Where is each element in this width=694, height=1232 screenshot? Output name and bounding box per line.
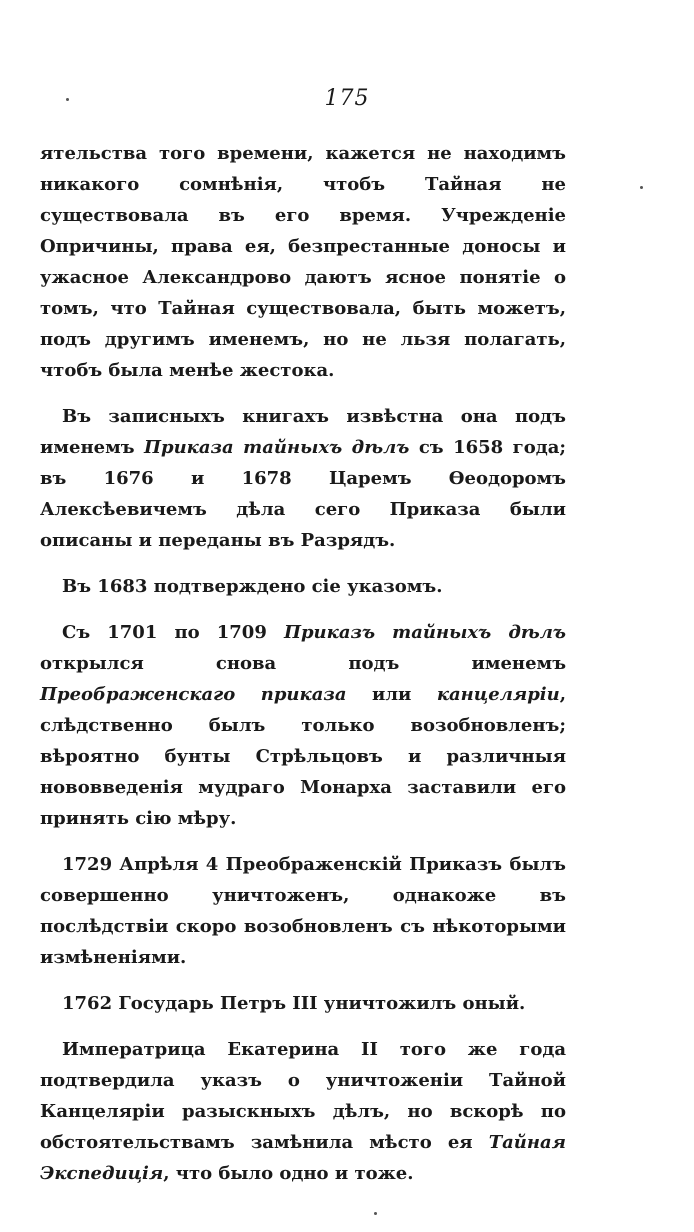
text-run: 1729 Апрѣля 4 Преображенскій Приказъ былъ совершенно уничтоженъ, однакоже въ послѣдствіи скоро возобновленъ съ нѣкоторыми измѣненіями. [40, 854, 566, 968]
text-run: или [346, 684, 437, 705]
text-run: , что было одно и тоже. [163, 1163, 414, 1184]
paragraph [40, 1034, 566, 1189]
text-run: Императрица Екатерина II того же года подтвердила указъ о уничтоженіи Тайной Канцелярiи разыскныхъ дѣлъ, но вскорѣ по обстоятельствамъ замѣнила мѣсто ея [40, 1039, 566, 1153]
paper-speck [66, 98, 69, 101]
paper-speck [640, 186, 643, 189]
body-text [40, 138, 566, 1204]
text-run: 1762 Государь Петръ III уничтожилъ оный. [62, 993, 526, 1014]
text-run: Въ 1683 подтверждено сіе указомъ. [62, 576, 443, 597]
italic-phrase: Преображенскаго приказа [40, 684, 347, 705]
italic-phrase: Тайная Экспедиція [40, 1132, 566, 1184]
italic-phrase: Приказа тайныхъ дѣлъ [144, 437, 410, 458]
italic-phrase: Приказъ тайныхъ дѣлъ [283, 622, 566, 643]
text-run: открылся снова подъ именемъ [40, 653, 566, 674]
paragraph [40, 401, 566, 556]
text-run: ятельства того времени, кажется не находимъ никакого сомнѣнія, чтобъ Тайная не существовала въ его время. Учрежденіе Опричины, права ея, безпрестанные доносы и ужасное Александрово даютъ ясное понятіе о томъ, что Тайная существовала, быть можетъ, подъ другимъ именемъ, но не льзя полагать, чтобъ была менѣе жестока. [40, 143, 566, 381]
text-run: , слѣдственно былъ только возобновленъ; вѣроятно бунты Стрѣльцовъ и различныя нововведенія мудраго Монарха заставили его принять сію мѣру. [40, 684, 566, 829]
paragraph [40, 571, 566, 602]
paragraph [40, 617, 566, 834]
text-run: съ 1658 года; въ 1676 и 1678 Царемъ Ѳеодоромъ Алексѣевичемъ дѣла сего Приказа были описаны и переданы въ Разрядъ. [40, 437, 566, 551]
paragraph [40, 849, 566, 973]
paper-speck [374, 1212, 377, 1215]
text-run: Въ записныхъ книгахъ извѣстна она подъ именемъ [40, 406, 566, 458]
paragraph [40, 988, 566, 1019]
italic-phrase: канцелярiи [436, 684, 560, 705]
paragraph [40, 138, 566, 386]
text-run: Съ 1701 по 1709 [62, 622, 284, 643]
page-number: 175 [324, 86, 370, 111]
